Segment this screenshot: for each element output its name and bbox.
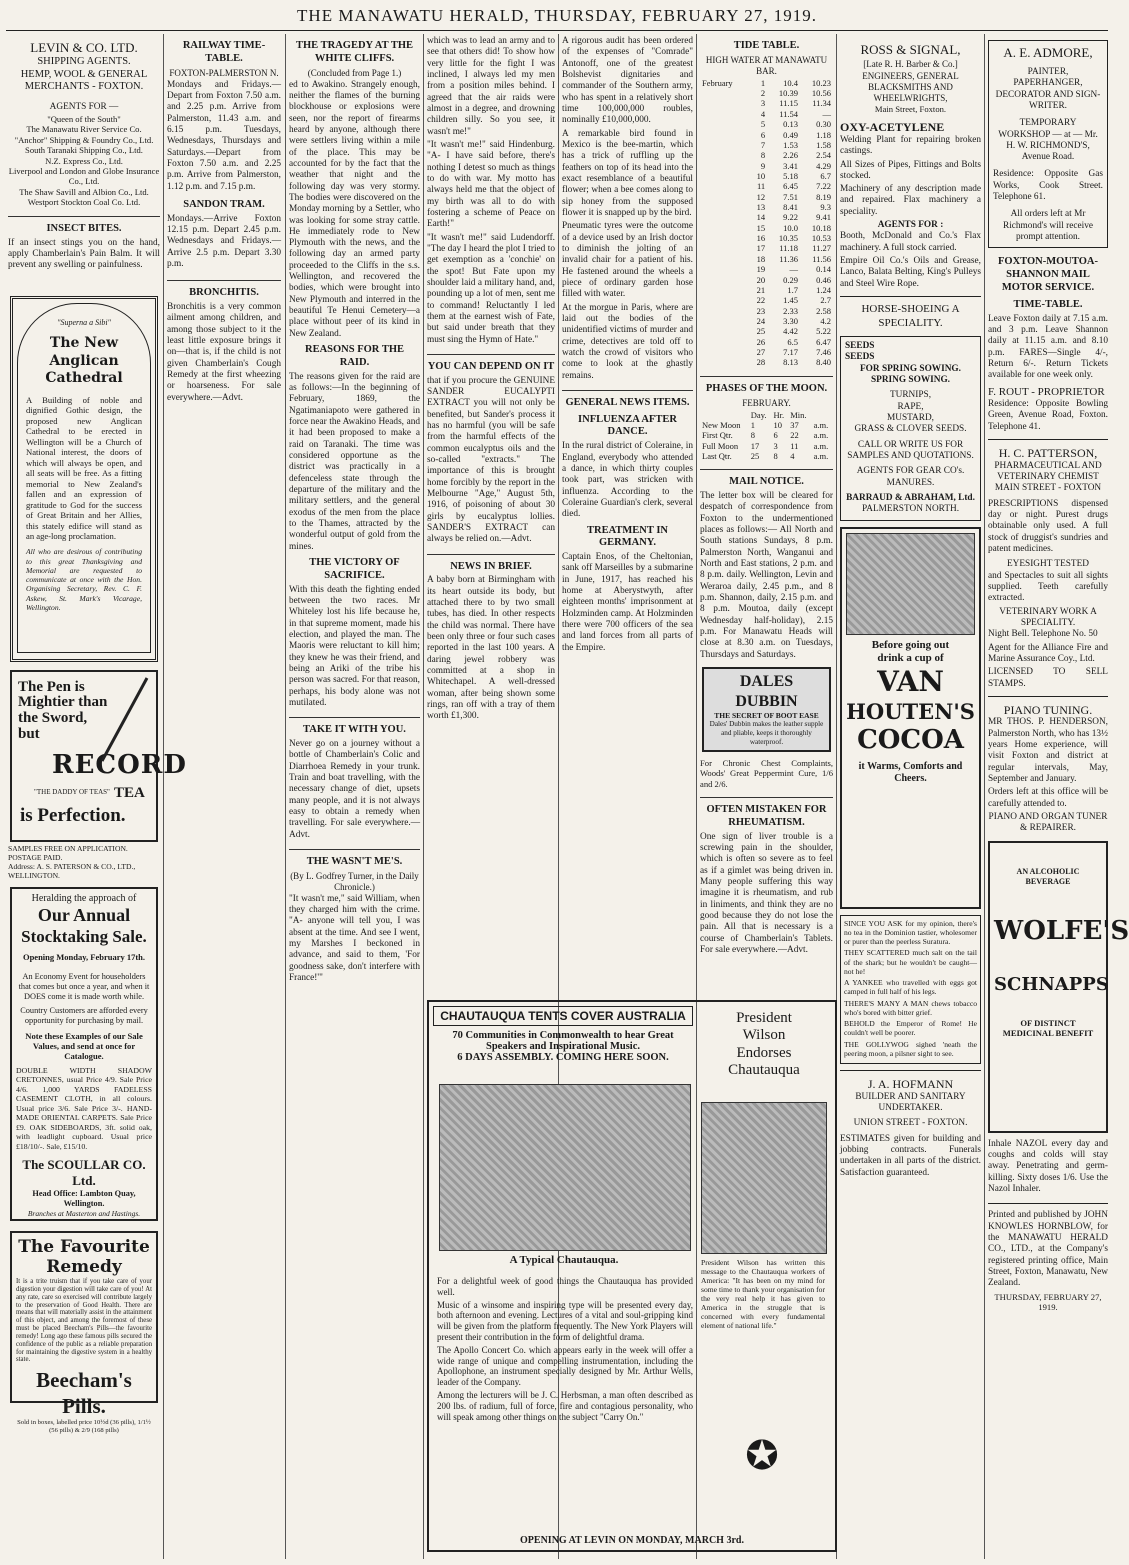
tide-cell: 10.4 — [783, 77, 799, 88]
tide-month — [700, 316, 749, 326]
tide-cell: 5.22 — [816, 326, 831, 337]
tide-cell: 1 — [760, 77, 766, 88]
tide-cell: — — [789, 264, 799, 275]
tide-cell: 9.22 — [783, 212, 799, 223]
tide-month — [700, 171, 749, 181]
tide-row — [700, 275, 833, 285]
column-rule — [423, 34, 424, 1559]
tide-month — [700, 264, 749, 274]
tide-cell: 8.40 — [816, 357, 831, 368]
tide-cell: 10.0 — [783, 222, 799, 233]
tide-month — [700, 140, 749, 150]
tide-cell: 8.13 — [783, 357, 799, 368]
tide-cell: 11.54 — [779, 108, 799, 119]
tide-cell: 9.3 — [820, 202, 831, 213]
moon-cell: 8 — [773, 451, 778, 461]
tide-cell: 0.14 — [816, 264, 831, 275]
tide-cell: 2.33 — [783, 305, 799, 316]
tide-cell: 8.41 — [783, 202, 799, 213]
moon-row — [700, 441, 833, 451]
tide-cell: 11 — [756, 181, 766, 192]
tide-cell: 26 — [756, 336, 766, 347]
tide-cell: 0.46 — [816, 274, 831, 285]
tide-row — [700, 202, 833, 212]
tide-row — [700, 161, 833, 171]
tide-cell: 19 — [756, 264, 766, 275]
tide-month — [700, 295, 749, 305]
column-4: which was to lead an army and to see that others did! To show how very little for the fight I was inclined, I always led my men from a position miles behind. I agreed that the air raids were almost in a degree, and drowning children silly. So you see, it wasn't me!" "It wasn't me!" said Hindenburg. "A- I have said before, there's nothing I detest so much as things to do with war. My motto has always held me that the object of my birth was all to do with fostering a scheme of Peace on Earth!" "It wasn't me!" said Ludendorff. "The day I heard the plot I tried to get exemption as a 'conchie' on the spot! But Fate upon my shoulder laid a military hand, and, pounding up a lot of men, sent me to command! Reluctantly I led them at the earnest wish of Fate, but said under breath that they must sing the Hymn of Hate." YOU CAN DEPEND ON IT that if you procure the GENUINE SANDER EUCALYPTI EXTRACT you will not only be benefited, but Sander's process it has no harmful (you will be safe from the harmful effects of the common eucalyptus oils and the so-called "extracts." The importance of this is brought home forcibly by the report in the Melbourne "Age," August 5th, 1916, of poisoning of about 30 girls by eucalyptus lollies. SANDER'S EXTRACT can always be relied on.—Advt. NEWS IN BRIEF. A baby born at Birmingham with its heart outside its body, but attached there to by two small tubes, has died. In other respects the child was normal. There have been only three or four such cases reported in the last 100 years. A daring jewel robbery was committed at a shop in Whitechapel. A well-dressed woman, after being shown some rings, ran off with a tray of them worth £1,300. — [427, 36, 555, 722]
tide-cell: 7.17 — [783, 347, 799, 358]
tide-month — [700, 347, 749, 357]
column-8: A. E. ADMORE, PAINTER, PAPERHANGER, DECORATOR AND SIGN-WRITER. TEMPORARY WORKSHOP — at — Mr. H. W. RICHMOND'S, Avenue Road. Residence: Opposite Gas Works, Cook Street. Telephone 61. All orders left at Mr Richmond's will receive prompt attention. FOXTON-MOUTOA-SHANNON MAIL MOTOR SERVICE. TIME-TABLE. Leave Foxton daily at 7.15 a.m. and 3 p.m. Leave Shannon daily at 11.15 a.m. and 8.10 p.m. FARES—Single 4/-, Return 6/-. Return Tickets available for one week only. F. ROUT - PROPRIETOR Residence: Opposite Bowling Green, Avenue Road, Foxton. Telephone 41. H. C. PATTERSON, PHARMACEUTICAL AND VETERINARY CHEMIST MAIN STREET - FOXTON PRESCRIPTIONS dispensed day or night. Purest drugs obtainable only used. A full stock of druggist's sundries and patent medicines. EYESIGHT TESTED and Spectacles to suit all sights supplied. Teeth carefully extracted. VETERINARY WORK A SPECIALITY. Night Bell. Telephone No. 50 Agent for the Alliance Fire and Marine Assurance Coy., Ltd. LICENSED TO SELL STAMPS. PIANO TUNING. MR THOS. P. HENDERSON, Palmerston North, who has 13½ years Home experience, will visit Foxton and district at regular intervals, May, September and January. Orders left at this office will be carefully attended to. PIANO AND ORGAN TUNER & REPAIRER. AN ALCOHOLIC BEVERAGE WOLFE'S SCHNAPPS OF DISTINCT MEDICINAL BENEFIT Inhale NAZOL every day and coughs and colds will stay away. Penetrating and germ-killing. Sixty doses 1/6. Use the Nazol Inhaler. Printed and published by JOHN KNOWLES HORNBLOW, for the MANAWATU HERALD CO., LTD., at the Company's registered printing office, Main Street, Foxton, Manawatu, New Zealand. THURSDAY, FEBRUARY 27, 1919. — [988, 36, 1108, 1558]
tide-row — [700, 119, 833, 129]
van-houtens-ad: Before going out drink a cup of VAN HOUTEN'S COCOA it Warms, Comforts and Cheers. — [840, 527, 981, 909]
moon-cell: 17 — [750, 440, 760, 451]
tide-cell: 2 — [760, 88, 766, 99]
tide-cell: 4.29 — [816, 160, 831, 171]
moon-row — [700, 430, 833, 440]
moon-cell: a.m. — [813, 430, 829, 441]
masthead: THE MANAWATU HERALD, THURSDAY, FEBRUARY 27, 1919. — [297, 6, 817, 25]
tide-month — [700, 212, 749, 222]
moon-row — [700, 451, 833, 461]
moon-cell: 25 — [750, 451, 760, 461]
tide-cell: 12 — [756, 191, 766, 202]
tide-cell: 21 — [756, 284, 766, 295]
tide-cell: 6.7 — [820, 170, 831, 181]
moon-header-cell: Day. — [750, 409, 767, 420]
tide-month — [700, 109, 749, 119]
tide-row — [700, 285, 833, 295]
tide-cell: 10.35 — [778, 233, 799, 244]
moon-cell: Last Qtr. — [702, 451, 732, 461]
tide-month — [700, 202, 749, 212]
tide-cell: 0.13 — [783, 119, 799, 130]
tide-cell: 18 — [756, 253, 766, 264]
moon-cell: 6 — [773, 430, 778, 441]
moon-cell: 11 — [790, 440, 799, 451]
tide-month — [700, 233, 749, 243]
tide-cell: 8 — [760, 150, 766, 161]
moon-cell: 8 — [750, 430, 756, 441]
tide-cell: 6.5 — [787, 336, 799, 347]
tide-cell: 0.30 — [816, 119, 831, 130]
moon-row — [700, 420, 833, 430]
tide-cell: 2.58 — [816, 305, 831, 316]
tide-cell: 1.7 — [787, 284, 799, 295]
moon-table — [700, 410, 833, 462]
column-rule — [984, 34, 985, 1559]
tide-cell: 27 — [756, 347, 766, 358]
tide-cell: 2.26 — [783, 150, 799, 161]
tide-cell: 11.27 — [812, 243, 831, 254]
record-tea-ad: The Pen is Mightier than the Sword, but RECORD "THE DADDY OF TEAS" TEA is Perfection. — [10, 670, 158, 842]
tide-month: February — [702, 77, 733, 88]
tide-month — [700, 88, 749, 98]
tide-row — [700, 233, 833, 243]
tide-cell: 1.53 — [783, 139, 799, 150]
masthead-rule — [6, 30, 1108, 31]
tide-row — [700, 316, 833, 326]
tide-cell: 10.56 — [811, 88, 831, 99]
tide-cell: — — [822, 108, 831, 119]
tide-row — [700, 130, 833, 140]
tide-month — [700, 357, 749, 367]
tide-cell: 24 — [756, 316, 766, 326]
tide-cell: 7.51 — [783, 191, 799, 202]
tide-row — [700, 337, 833, 347]
tide-month — [700, 285, 749, 295]
tide-cell: 11.56 — [812, 253, 831, 264]
tide-cell: 20 — [756, 274, 766, 285]
moon-cell: 1 — [750, 419, 756, 430]
tide-row — [700, 109, 833, 119]
tide-row — [700, 357, 833, 367]
tide-cell: 1.18 — [816, 129, 831, 140]
moon-cell: 37 — [790, 419, 799, 430]
tide-cell: 4.2 — [820, 316, 831, 326]
cathedral-ad: "Superna a Sibi" The New Anglican Cathedral A Building of noble and dignified Gothic design, the proposed new Anglican Cathedral to be erected in Wellington will be a Church of National interest, the doors of which will always be open, and all seats will be free. As a fitting memorial to New Zealand's fallen and an expression of gratitude to God for the success of Great Britain and her Allies, this stately edifice will stand as an age-long proclamation. All who are desirous of contributing to this great Thanksgiving and Memorial are requested to communicate at once with the Hon. Organising Secretary, Rev. C. F. Askew, St. Mark's Vicarage, Wellington. — [10, 296, 158, 662]
tide-cell: 2.7 — [820, 295, 831, 306]
column-rule — [163, 34, 164, 1559]
moon-header-row — [700, 410, 833, 420]
tide-row — [700, 171, 833, 181]
levin-ad: LEVIN & CO. LTD. SHIPPING AGENTS. HEMP, WOOL & GENERAL MERCHANTS - FOXTON. — [20, 40, 148, 93]
moon-cell: 10 — [773, 419, 782, 430]
tide-cell: 28 — [756, 357, 766, 368]
record-logo: RECORD — [52, 749, 187, 780]
tide-month — [700, 326, 749, 336]
moon-header-cell — [700, 410, 749, 420]
tide-cell: 16 — [756, 233, 766, 244]
wilson-portrait — [701, 1102, 827, 1254]
tide-month — [700, 119, 749, 129]
tide-cell: 6.47 — [816, 336, 831, 347]
tide-row — [700, 140, 833, 150]
tide-cell: 25 — [756, 326, 766, 337]
column-1: LEVIN & CO. LTD. SHIPPING AGENTS. HEMP, WOOL & GENERAL MERCHANTS - FOXTON. AGENTS FOR — "Queen of the South" The Manawatu River Service Co. "Anchor" Shipping & Foundry Co., Ltd. South Taranaki Shipping Co., Ltd. N.Z. Express Co., Ltd. Liverpool and London and Globe Insurance Co., Ltd. The Shaw Savill and Albion Co., Ltd. Westport Stockton Coal Co. Ltd. INSECT BITES. If an insect stings you on the hand, apply Chamberlain's Pain Balm. It will prevent any swelling or painfulness. "Superna a Sibi" The New Anglican Cathedral A Building of noble and dignified Gothic design, the proposed new Anglican Cathedral to be erected in Wellington will be a Church of National interest, the doors of which will always be open, and all seats will be free. As a fitting memorial to New Zealand's fallen and an expression of gratitude to God for the success of Great Britain and her Allies, this stately edifice will stand as an age-long proclamation. All who are desirous of contributing to this great Thanksgiving and Memorial are requested to communicate at once with the Hon. Organising Secretary, Rev. C. F. Askew, St. Mark's Vicarage, Wellington. The Pen is Mightier than the Sword, but RECORD "THE DADDY OF TEAS" TEA is Perfection. SAMPLES FREE ON APPLICATION. POSTAGE PAID. Address: A. S. PATERSON & CO., LTD., WELLINGTON. Heralding the approach of Our Annual Stocktaking Sale. Opening Monday, February 17th. An Economy Event for householders that comes but once a year, and when it DOES come it is made worth while. Country Customers are afforded every opportunity for purchasing by mail. Note these Examples of our Sale Values, and send at once for Catalogue. DOUBLE WIDTH SHADOW CRETONNES, usual Price 4/9. Sale Price 4/6. 1,000 YARDS FADELESS CASEMENT CLOTH, in all colours. Usual price 3/6. Sale Price 3/-. HAND-MADE ORIENTAL CARPETS. Sale Price £9. OAK SIDEBOARDS, 3ft. solid oak, with leadlight cupboard. Usual price £18/10/-. Sale, £15/10. The SCOULLAR CO. Ltd. Head Office: Lambton Quay, Wellington. Branches at Masterton and Hastings. The Favourite Remedy It is a trite truism that if you take care of your digestion your digestion will take care of you! At any rate, care so exercised will contribute largely to the preservation of Good Health. There are means that will materially assist in the attainment of this object, and among the foremost of these must be placed Beecham's Pills—the favourite remedy! Long ago these famous pills secured the confidence of the public as a reliable preparation for maintaining the digestive system in a healthy state. Beecham's Pills. Sold in boxes, labelled price 10½d (36 pills), 1/1½ (56 pills) & 2/9 (168 pills) — [8, 40, 187, 1435]
tide-row — [700, 306, 833, 316]
tide-cell: 10 — [756, 170, 766, 181]
tide-cell: 1.45 — [783, 295, 799, 306]
column-rule — [285, 34, 286, 1559]
tide-cell: 17 — [756, 243, 766, 254]
tide-cell: 14 — [756, 212, 766, 223]
tide-cell: 5 — [760, 119, 766, 130]
tide-cell: 4.42 — [783, 326, 799, 337]
tide-cell: 23 — [756, 305, 766, 316]
tide-cell: 11.18 — [779, 243, 799, 254]
suratura-ad: SINCE YOU ASK for my opinion, there's no tea in the Dominion tastier, wholesomer or purer than the peerless Suratura. THEY SCATTERED much salt on the tail of the shark; but he wouldn't be caught—not he! A YANKEE who travelled with eggs got camped in full half of his legs. THERE'S MANY A MAN chews tobacco who's bored with bitter grief. BEHOLD the Emperor of Rome! He couldn't well be poorer. THE GOLLYWOG sighed 'neath the peering moon, a pilsner sight to see. — [840, 915, 981, 1065]
tide-month — [700, 254, 749, 264]
dales-dubbin-ad: DALES DUBBIN THE SECRET OF BOOT EASE Dales' Dubbin makes the leather supple and pliable, keeps it thoroughly waterproof. — [702, 667, 831, 752]
moon-cell: 4 — [790, 451, 795, 461]
tide-row — [700, 264, 833, 274]
tide-row — [700, 254, 833, 264]
tide-cell: 0.49 — [783, 129, 799, 140]
tide-table — [700, 78, 833, 368]
moon-cell: 22 — [790, 430, 799, 441]
tide-month — [700, 275, 749, 285]
tide-month — [700, 150, 749, 160]
tide-cell: 1.58 — [816, 139, 831, 150]
tide-month — [700, 223, 749, 233]
pen-icon — [92, 676, 152, 766]
tide-cell: 0.29 — [783, 274, 799, 285]
column-3: THE TRAGEDY AT THE WHITE CLIFFS. (Concluded from Page 1.) ed to Awakino. Strangely enough, neither the flames of the burning blockhouse or explosions were seen, nor the report of firearms heard by anyone, although there were settlers living within a mile of the place. This may be accounted for by the fact that the weather that night and the following day was very stormy. The bodies were discovered on the Monday morning by a Settler, who was looking for some stray cattle. He immediately rode to New Plymouth with the news, and the following day an armed party proceeded to the Cliffs in the s.s. Wellington, and recovered the bodies, which were brought into New Plymouth and interred in the beautiful Te Henui Cemetery—a place without peer of its kind in New Zealand. REASONS FOR THE RAID. The reasons given for the raid are as follows:—In the beginning of February, 1869, the Ngatimaniapoto were gathered in force near the Awakino Heads, and it had been proposed to make a raid on Taranaki. The time was considered opportune as the district was practically in a defenceless state through the departure of the military and the military settlers, and the general exodus of the men from the place to the Thames, attracted by the wonderful output of gold from the mines. THE VICTORY OF SACRIFICE. With this death the fighting ended between the two races. Mr Whiteley lost his life because he, in that supreme moment, made his election, and played the man. The Maoris were reluctant to kill him; they knew he was their friend, and being an Ariki of the tribe his person was sacred. For that reason, perhaps, his body alone was not mutilated. TAKE IT WITH YOU. Never go on a journey without a bottle of Chamberlain's Colic and Diarrhoea Remedy in your trunk. Train and boat travelling, with the necessary change of diet, upsets many people, and it is not always easy to obtain a remedy when travelling. For sale everywhere.—Advt. THE WASN'T ME'S. (By L. Godfrey Turner, in the Daily Chronicle.) "It wasn't me," said William, when they charged him with the crime. "A- anyone will tell you, I was absent at the time. And see I went, my Marshes I beckoned in advance, and said to them, 'For goodness sake, don't interfere with France!'" — [289, 40, 420, 983]
moon-cell: a.m. — [813, 451, 829, 461]
tide-month — [700, 130, 749, 140]
tide-cell: 15 — [756, 222, 766, 233]
tide-cell: 6 — [760, 129, 766, 140]
tide-cell: 3.30 — [783, 316, 799, 326]
tide-row — [700, 326, 833, 336]
tide-cell: 3 — [760, 98, 766, 109]
tide-cell: 10.39 — [778, 88, 799, 99]
tide-month — [700, 306, 749, 316]
tide-cell: 11.36 — [779, 253, 799, 264]
lady-illustration — [846, 533, 975, 635]
tide-row — [700, 223, 833, 233]
tide-month — [700, 98, 749, 108]
tide-month — [700, 181, 749, 191]
tide-row — [700, 78, 833, 88]
tide-row — [700, 98, 833, 108]
tide-cell: 9 — [760, 160, 766, 171]
moon-cell: 3 — [773, 440, 778, 451]
moon-cell: a.m. — [813, 419, 829, 430]
column-6: TIDE TABLE. HIGH WATER AT MANAWATU BAR. February 1 10.4 10.23 2 10.39 10.56 3 11.15 11.34 4 11.54 — 5 0.13 0.30 6 0.49 1.18 7 1.53 1.58 8 2.26 2.54 9 3.41 4.29 10 5.18 6.7 11 6.45 7.22 12 7.51 8.19 13 8.41 9.3 14 9.22 9.41 15 10.0 10.18 16 10.35 10.53 17 11.18 11.27 18 11.36 11.56 19 — 0.14 20 0.29 0.46 21 1.7 1.24 22 1.45 2.7 23 2.33 2.58 24 3.30 4.2 25 4.42 5.22 26 6.5 6.47 27 7.17 7.46 28 8.13 8.40 PHASES OF THE MOON. FEBRUARY. Day. Hr. Min. New Moon 1 10 37 a.m. First Qtr. 8 6 22 a.m. Full Moon 17 3 11 a.m. Last Qtr. 25 8 4 a.m. MAIL NOTICE. The letter box will be cleared for despatch of correspondence from Foxton to the undermentioned places as follows:— All North and South stations Sundays, 8 p.m. Palmerston North, Wanganui and North and East stations, 2 p.m. and 8 p.m. daily. Wellington, Levin and Weraroa daily, 2.45 p.m., and 8 p.m. Shannon, daily, 2.15 p.m. and 8 p.m. Moutoa, daily (except Wednesday half-holiday), 2.15 p.m. For Manawatu Heads will close at 8.30 a.m. on Tuesdays, Thursdays and Saturdays. DALES DUBBIN THE SECRET OF BOOT EASE Dales' Dubbin makes the leather supple and pliable, keeps it thoroughly waterproof. For Chronic Chest Complaints, Woods' Great Peppermint Cure, 1/6 and 2/6. OFTEN MISTAKEN FOR RHEUMATISM. One sign of liver trouble is a screwing pain in the shoulder, which is often so severe as to feel as if a gimlet was being driven in. Many people suffering this way imagine it is rheumatism, and rub in liniments, and think they are no good because they do not lose the pain. All that is necessary is a course of Chamberlain's Tablets. For sale everywhere.—Advt. — [700, 40, 833, 955]
seeds-ad: SEEDS SEEDS FOR SPRING SOWING. SPRING SOWING. TURNIPS, RAPE, MUSTARD, GRASS & CLOVER SEEDS. CALL OR WRITE US FOR SAMPLES AND QUOTATIONS. AGENTS FOR GEAR CO's. MANURES. BARRAUD & ABRAHAM, Ltd. PALMERSTON NORTH. — [840, 336, 981, 521]
chautauqua-tent-photo — [439, 1084, 691, 1251]
tide-cell: 5.18 — [783, 170, 799, 181]
moon-cell: First Qtr. — [702, 430, 733, 441]
moon-cell: a.m. — [813, 440, 829, 451]
tide-row — [700, 295, 833, 305]
chautauqua-ad: CHAUTAUQUA TENTS COVER AUSTRALIA 70 Communities in Commonwealth to hear Great Speakers and Inspirational Music. 6 DAYS ASSEMBLY. COMING HERE SOON. A Typical Chautauqua. President Wilson Endorses Chautauqua President Wilson has written this message to the Chautauqua workers of America: "It has been on my mind for some time to thank your organisation for the very real help it has given to America in the struggle that is concerned with every fundamental element of national life." For a delightful week of good things the Chautauqua has provided well. Music of a winsome and inspiring type will be presented every day, both afternoon and evening. Lectures of a vital and soul-gripping kind will be given from the platform frequently. The New York Players will present their contribution in the form of delightful drama. The Apollo Concert Co. which appears early in the week will offer a wide range of unique and compelling instrumentation, including the Apollophone, an instrument specially designed by Mr. Arthur Wells, leader of the Company. Among the lecturers will be J. C. Herbsman, a man often described as 200 lbs. of radium, full of force, fire and contagious personality, who will speak among other things on the subject "Carry On." ✪ OPENING AT LEVIN ON MONDAY, MARCH 3rd. — [427, 1000, 837, 1552]
tide-cell: 7.46 — [816, 347, 831, 358]
tide-cell: 10.18 — [811, 222, 831, 233]
tide-cell: 11.15 — [779, 98, 799, 109]
tide-cell: 10.53 — [811, 233, 831, 244]
tide-cell: 3.41 — [783, 160, 799, 171]
tide-cell: 1.24 — [816, 284, 831, 295]
tide-row — [700, 88, 833, 98]
tide-row — [700, 150, 833, 160]
tide-month — [700, 337, 749, 347]
agents-list: "Queen of the South" The Manawatu River Service Co. "Anchor" Shipping & Foundry Co., Ltd. South Taranaki Shipping Co., Ltd. N.Z. Express Co., Ltd. Liverpool and London and Globe Insurance Co., Ltd. The Shaw Savill and Albion Co., Ltd. Westport Stockton Coal Co. Ltd. — [8, 113, 160, 208]
admore-ad: A. E. ADMORE, PAINTER, PAPERHANGER, DECORATOR AND SIGN-WRITER. TEMPORARY WORKSHOP — at — Mr. H. W. RICHMOND'S, Avenue Road. Residence: Opposite Gas Works, Cook Street. Telephone 61. All orders left at Mr Richmond's will receive prompt attention. — [988, 40, 1108, 248]
eagle-seal-icon: ✪ — [745, 1433, 779, 1478]
column-5: A rigorous audit has been ordered of the expenses of "Comrade" Antonoff, one of the greatest Bolshevist dignitaries and commander of the Southern army, who has spent in a relatively short time 100,000,000 roubles, nominally £10,000,000. A remarkable bird found in Mexico is the bee-martin, which has a trick of ruffling up the feathers on top of its head into the exact resemblance of a beautiful flower; when a bee comes along to sip honey from the supposed flower it is snapped up by the bird. Pneumatic tyres were the outcome of a device used by an Irish doctor to diminish the jolting of an invalid chair for a patient of his. He fastened around the wheels a piece of ordinary garden hose filled with water. At the morgue in Paris, where are laid out the bodies of the unidentified victims of murder and crime, detectives are told off to watch the crowd of visitors who come to look at the ghastly remains. GENERAL NEWS ITEMS. INFLUENZA AFTER DANCE. In the rural district of Coleraine, in England, everybody who attended a dance, in which thirty couples took part, was stricken with influenza. According to the Coleraine Guardian's clerk, several died. TREATMENT IN GERMANY. Captain Enos, of the Cheltonian, sank off Marseilles by a submarine in June, 1917, has reached his home at Aberystwyth, after eighteen months' imprisonment at Holzminden camp. At Holzminden there were 700 officers of the sea and land forces from all parts of the Empire. — [562, 36, 693, 653]
beechams-ad: The Favourite Remedy It is a trite truism that if you take care of your digestion your digestion will take care of you! At any rate, care so exercised will contribute largely to the preservation of Good Health. There are means that will materially assist in the attainment of this object, and among the foremost of these must be placed Beecham's Pills—the favourite remedy! Long ago these famous pills secured the confidence of the public as a reliable preparation for maintaining the digestive system in a healthy state. Beecham's Pills. Sold in boxes, labelled price 10½d (36 pills), 1/1½ (56 pills) & 2/9 (168 pills) — [10, 1231, 158, 1403]
tide-month — [700, 161, 749, 171]
wolfes-schnapps-ad: AN ALCOHOLIC BEVERAGE WOLFE'S SCHNAPPS OF DISTINCT MEDICINAL BENEFIT — [988, 841, 1108, 1133]
tide-cell: 8.19 — [816, 191, 831, 202]
tide-cell: 7 — [760, 139, 766, 150]
tide-row — [700, 181, 833, 191]
tide-row — [700, 243, 833, 253]
tide-row — [700, 192, 833, 202]
tide-cell: 7.22 — [816, 181, 831, 192]
moon-cell: Full Moon — [702, 440, 739, 451]
moon-cell: New Moon — [702, 419, 741, 430]
moon-header-cell: Min. — [790, 409, 807, 420]
tide-cell: 9.41 — [816, 212, 831, 223]
column-2: RAILWAY TIME-TABLE. FOXTON-PALMERSTON N. Mondays and Fridays.—Depart from Foxton 7.50 a.m. and 2.25 p.m. Arrive from Palmerston, 11.43 a.m. and 6.15 p.m. Tuesdays, Wednesdays, Thursdays and Saturdays.—Depart from Foxton 7.50 a.m. and 2.25 p.m. Arrive from Palmerston, 1.12 p.m. and 7.15 p.m. SANDON TRAM. Mondays.—Arrive Foxton 12.15 p.m. Depart 2.45 p.m. Wednesdays and Fridays.—Arrive 2.5 p.m. Depart 3.30 p.m. BRONCHITIS. Bronchitis is a very common ailment among children, and among those subject to it the least little exposure brings it on—that is, if the child is not given Chamberlain's Cough Remedy at the first wheezing or hoarseness. For sale everywhere.—Advt. — [167, 40, 281, 403]
tide-cell: 4 — [760, 108, 766, 119]
stocktaking-ad: Heralding the approach of Our Annual Stocktaking Sale. Opening Monday, February 17th. An Economy Event for householders that comes but once a year, and when it DOES come it is made worth while. Country Customers are afforded every opportunity for purchasing by mail. Note these Examples of our Sale Values, and send at once for Catalogue. DOUBLE WIDTH SHADOW CRETONNES, usual Price 4/9. Sale Price 4/6. 1,000 YARDS FADELESS CASEMENT CLOTH, in all colours. Usual price 3/6. Sale Price 3/-. HAND-MADE ORIENTAL CARPETS. Sale Price £9. OAK SIDEBOARDS, 3ft. solid oak, with leadlight cupboard. Usual price £18/10/-. Sale, £15/10. The SCOULLAR CO. Ltd. Head Office: Lambton Quay, Wellington. Branches at Masterton and Hastings. — [10, 887, 158, 1221]
tide-month — [700, 243, 749, 253]
tide-row — [700, 212, 833, 222]
moon-header-cell: Hr. — [773, 409, 785, 420]
tide-month — [700, 192, 749, 202]
column-7: ROSS & SIGNAL, [Late R. H. Barber & Co.] ENGINEERS, GENERAL BLACKSMITHS AND WHEELWRIGHTS, Main Street, Foxton. OXY-ACETYLENE Welding Plant for repairing broken castings. All Sizes of Pipes, Fittings and Bolts stocked. Machinery of any description made and repaired. Flax machinery a speciality. AGENTS FOR : Booth, McDonald and Co.'s Flax machinery. A full stock carried. Empire Oil Co.'s Oils and Grease, Lanco, Balata Belting, King's Pulleys and Steel Wire Rope. HORSE-SHOEING A SPECIALITY. SEEDS SEEDS FOR SPRING SOWING. SPRING SOWING. TURNIPS, RAPE, MUSTARD, GRASS & CLOVER SEEDS. CALL OR WRITE US FOR SAMPLES AND QUOTATIONS. AGENTS FOR GEAR CO's. MANURES. BARRAUD & ABRAHAM, Ltd. PALMERSTON NORTH. Before going out drink a cup of VAN HOUTEN'S COCOA it Warms, Comforts and Cheers. SINCE YOU ASK for my opinion, there's no tea in the Dominion tastier, wholesomer or purer than the peerless Suratura. THEY SCATTERED much salt on the tail of the shark; but he wouldn't be caught—not he! A YANKEE who travelled with eggs got camped in full half of his legs. THERE'S MANY A MAN chews tobacco who's bored with bitter grief. BEHOLD the Emperor of Rome! He couldn't well be poorer. THE GOLLYWOG sighed 'neath the peering moon, a pilsner sight to see. J. A. HOFMANN BUILDER AND SANITARY UNDERTAKER. UNION STREET - FOXTON. ESTIMATES given for building and jobbing contracts. Funerals undertaken in all parts of the district. Satisfaction guaranteed. — [840, 42, 981, 1178]
tide-cell: 13 — [756, 202, 766, 213]
tide-cell: 22 — [756, 295, 766, 306]
tide-row — [700, 347, 833, 357]
tide-cell: 2.54 — [816, 150, 831, 161]
tide-cell: 10.23 — [811, 77, 831, 88]
tide-cell: 11.34 — [812, 98, 831, 109]
tide-cell: 6.45 — [783, 181, 799, 192]
